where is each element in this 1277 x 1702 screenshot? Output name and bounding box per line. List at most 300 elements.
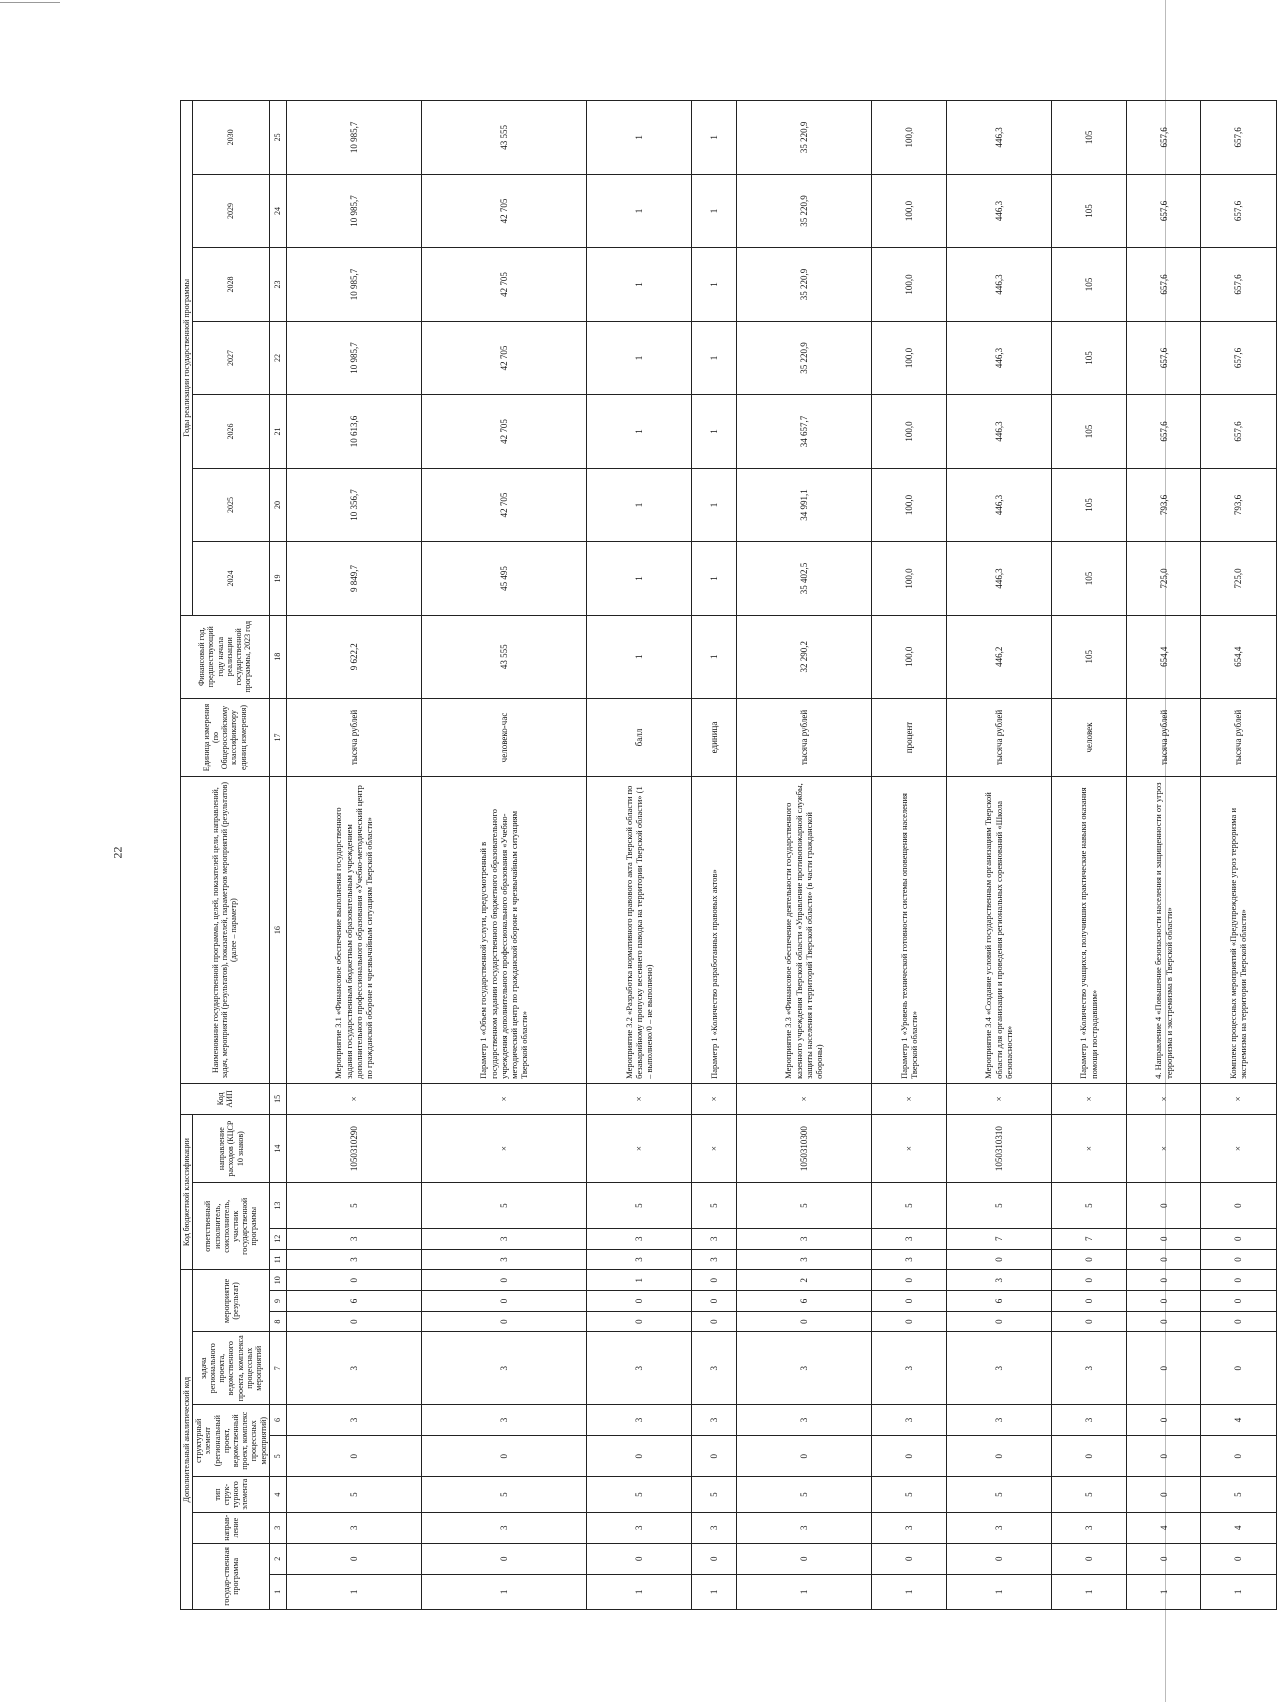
code-cell: 5	[946, 1183, 1051, 1229]
table-row	[286, 101, 421, 1610]
column-number: 5	[269, 1436, 286, 1477]
code-cell: 3	[586, 1228, 691, 1249]
code-cell: 1	[586, 1574, 691, 1609]
code-cell: 3	[871, 1249, 946, 1270]
code-cell: 5	[871, 1477, 946, 1512]
table-row	[586, 101, 691, 1610]
code-cell: 2	[736, 1270, 871, 1291]
code-cell: ×	[691, 1114, 736, 1182]
year-value-cell: 105	[1051, 321, 1126, 395]
table-row	[421, 101, 586, 1610]
year-value-cell: 657,6	[1126, 248, 1201, 322]
code-cell: 3	[871, 1332, 946, 1404]
code-cell: 5	[1201, 1477, 1276, 1512]
code-cell: 7	[1051, 1228, 1126, 1249]
year-value-cell: 657,6	[1126, 395, 1201, 469]
code-cell: 0	[421, 1291, 586, 1312]
code-cell: 1050310310	[946, 1114, 1051, 1182]
code-cell: 1	[586, 1270, 691, 1291]
code-cell: 0	[1126, 1332, 1201, 1404]
unit-cell: человек	[1051, 698, 1126, 777]
code-cell: 4	[1201, 1512, 1276, 1543]
code-cell: 1	[736, 1574, 871, 1609]
code-cell: 0	[871, 1311, 946, 1332]
year-value-cell: 657,6	[1201, 321, 1276, 395]
code-cell: 3	[286, 1404, 421, 1435]
year-value-cell: 105	[1051, 542, 1126, 616]
code-cell: 6	[946, 1291, 1051, 1312]
code-cell: 0	[1126, 1183, 1201, 1229]
header-executor: ответственный исполнитель, соисполнитель, участник государственной программы	[193, 1183, 270, 1270]
code-cell: 0	[1201, 1332, 1276, 1404]
code-cell: 0	[946, 1543, 1051, 1574]
column-number: 4	[269, 1477, 286, 1512]
year-value-cell: 42 705	[421, 321, 586, 395]
code-cell: 5	[1051, 1477, 1126, 1512]
code-cell: 0	[421, 1311, 586, 1332]
code-cell: 3	[286, 1249, 421, 1270]
column-number: 15	[269, 1083, 286, 1114]
rotated-table-wrapper	[180, 100, 1249, 1610]
column-number: 22	[269, 321, 286, 395]
column-number: 2	[269, 1543, 286, 1574]
item-name-cell: Комплекс процессных мероприятий «Предупреждение угроз терроризма и экстремизма на территории Тверской области»	[1201, 777, 1276, 1084]
header-aip: Код АИП	[181, 1083, 270, 1114]
column-number: 3	[269, 1512, 286, 1543]
year-value-cell: 105	[1051, 174, 1126, 248]
code-cell: 3	[871, 1512, 946, 1543]
code-cell: 4	[1126, 1512, 1201, 1543]
item-name-cell: Параметр 1 «Уровень технической готовности системы оповещения населения Тверской области»	[871, 777, 946, 1084]
code-cell: 0	[586, 1543, 691, 1574]
code-cell: 3	[736, 1512, 871, 1543]
year-value-cell: 657,6	[1126, 321, 1201, 395]
code-cell: 1050310300	[736, 1114, 871, 1182]
code-cell: 1	[1126, 1574, 1201, 1609]
year-value-cell: 1	[586, 101, 691, 175]
year-value-cell: 793,6	[1126, 468, 1201, 542]
code-cell: 5	[736, 1477, 871, 1512]
unit-cell: единица	[691, 698, 736, 777]
unit-cell: процент	[871, 698, 946, 777]
code-cell: ×	[1201, 1083, 1276, 1114]
code-cell: 3	[586, 1404, 691, 1435]
year-value-cell: 10 613,6	[286, 395, 421, 469]
code-cell: 0	[286, 1311, 421, 1332]
code-cell: 3	[946, 1512, 1051, 1543]
unit-cell: тысяча рублей	[1201, 698, 1276, 777]
table-row	[946, 101, 1051, 1610]
year-value-cell: 105	[1051, 248, 1126, 322]
year-value-cell: 446,3	[946, 101, 1051, 175]
unit-cell: тысяча рублей	[286, 698, 421, 777]
code-cell: 0	[691, 1436, 736, 1477]
code-cell: 0	[871, 1543, 946, 1574]
year-value-cell: 446,3	[946, 395, 1051, 469]
code-cell: ×	[1051, 1083, 1126, 1114]
unit-cell: тысяча рублей	[736, 698, 871, 777]
year-value-cell: 657,6	[1201, 395, 1276, 469]
code-cell: 0	[1126, 1477, 1201, 1512]
code-cell: ×	[1126, 1083, 1201, 1114]
code-cell: 0	[1201, 1291, 1276, 1312]
code-cell: 3	[946, 1270, 1051, 1291]
year-value-cell: 42 705	[421, 174, 586, 248]
table-row	[1051, 101, 1126, 1610]
value-2023-cell: 43 555	[421, 615, 586, 698]
code-cell: 5	[586, 1477, 691, 1512]
code-cell: 0	[691, 1543, 736, 1574]
program-table	[180, 100, 1277, 1610]
item-name-cell: Параметр 1 «Количество учащихся, получивших практические навыки оказания помощи пострадавшим»	[1051, 777, 1126, 1084]
code-cell: 0	[691, 1291, 736, 1312]
code-cell: 3	[871, 1228, 946, 1249]
item-name-cell: Параметр 1 «Объем государственной услуги, предусмотренный в государственном задании государственного бюджетного образовательного учреждения дополнительного профессионального образования «Учебно-методический центр по гражданской обороне и чрезвычайным ситуациям Тверской области»	[421, 777, 586, 1084]
code-cell: 5	[421, 1183, 586, 1229]
code-cell: 3	[946, 1332, 1051, 1404]
code-cell: 0	[1051, 1249, 1126, 1270]
year-value-cell: 446,3	[946, 174, 1051, 248]
page-number: 22	[110, 846, 125, 859]
column-number: 6	[269, 1404, 286, 1435]
value-2023-cell: 9 622,2	[286, 615, 421, 698]
code-cell: 5	[286, 1477, 421, 1512]
code-cell: 0	[1126, 1228, 1201, 1249]
code-cell: 1	[1201, 1574, 1276, 1609]
header-year-2024: 2024	[193, 542, 270, 616]
column-number: 12	[269, 1228, 286, 1249]
year-value-cell: 100,0	[871, 395, 946, 469]
year-value-cell: 1	[691, 468, 736, 542]
code-cell: 0	[286, 1436, 421, 1477]
code-cell: 0	[1051, 1270, 1126, 1291]
code-cell: 7	[946, 1228, 1051, 1249]
code-cell: 1	[286, 1574, 421, 1609]
year-value-cell: 657,6	[1126, 101, 1201, 175]
item-name-cell: Мероприятие 3.1 «Финансовое обеспечение выполнения государственного задания государственным бюджетным образовательным учреждением дополнительного профессионального образования «Учебно-методический центр по гражданской обороне и чрезвычайным ситуациям Тверской области»	[286, 777, 421, 1084]
year-value-cell: 35 220,9	[736, 174, 871, 248]
year-value-cell: 1	[691, 248, 736, 322]
value-2023-cell: 1	[691, 615, 736, 698]
column-number: 19	[269, 542, 286, 616]
code-cell: ×	[1126, 1114, 1201, 1182]
year-value-cell: 45 495	[421, 542, 586, 616]
year-value-cell: 42 705	[421, 248, 586, 322]
year-value-cell: 446,3	[946, 468, 1051, 542]
code-cell: 3	[691, 1512, 736, 1543]
year-value-cell: 657,6	[1201, 101, 1276, 175]
column-number: 13	[269, 1183, 286, 1229]
header-name: Наименование государственной программы, целей, показателей цели, направлений, задач, мероприятий (результатов), показателей, параметров мероприятий (результатов) (далее – параметр)	[181, 777, 270, 1084]
code-cell: 0	[1051, 1543, 1126, 1574]
code-cell: 3	[421, 1332, 586, 1404]
code-cell: 0	[586, 1436, 691, 1477]
year-value-cell: 35 220,9	[736, 248, 871, 322]
header-year-2027: 2027	[193, 321, 270, 395]
unit-cell: тысяча рублей	[946, 698, 1051, 777]
code-cell: ×	[736, 1083, 871, 1114]
code-cell: 3	[736, 1404, 871, 1435]
code-cell: 3	[586, 1249, 691, 1270]
code-cell: 0	[1201, 1249, 1276, 1270]
code-cell: 5	[1051, 1183, 1126, 1229]
year-value-cell: 9 849,7	[286, 542, 421, 616]
code-cell: 1050310290	[286, 1114, 421, 1182]
header-direction: направ-ление	[193, 1512, 270, 1543]
year-value-cell: 1	[586, 174, 691, 248]
column-number: 25	[269, 101, 286, 175]
column-number: 7	[269, 1332, 286, 1404]
code-cell: 5	[736, 1183, 871, 1229]
code-cell: 0	[421, 1436, 586, 1477]
code-cell: 1	[691, 1574, 736, 1609]
code-cell: 0	[1201, 1311, 1276, 1332]
code-cell: 3	[586, 1332, 691, 1404]
code-cell: 0	[1126, 1270, 1201, 1291]
code-cell: 0	[691, 1311, 736, 1332]
header-fin-year: Финансовый год, предшествующий году начала реализации государственной программы, 2023 год	[181, 615, 270, 698]
code-cell: 0	[691, 1270, 736, 1291]
year-value-cell: 100,0	[871, 542, 946, 616]
year-value-cell: 10 985,7	[286, 248, 421, 322]
code-cell: 3	[691, 1404, 736, 1435]
code-cell: 5	[421, 1477, 586, 1512]
code-cell: 1	[946, 1574, 1051, 1609]
unit-cell: балл	[586, 698, 691, 777]
column-number: 16	[269, 777, 286, 1084]
code-cell: ×	[871, 1114, 946, 1182]
header-expense-direction: направление расходов (КЦСР 10 знаков)	[193, 1114, 270, 1182]
code-cell: 0	[421, 1543, 586, 1574]
code-cell: 5	[871, 1183, 946, 1229]
year-value-cell: 657,6	[1126, 174, 1201, 248]
value-2023-cell: 105	[1051, 615, 1126, 698]
header-year-2025: 2025	[193, 468, 270, 542]
code-cell: 3	[736, 1249, 871, 1270]
year-value-cell: 35 402,5	[736, 542, 871, 616]
column-number: 9	[269, 1291, 286, 1312]
year-value-cell: 10 985,7	[286, 174, 421, 248]
table-row	[1201, 101, 1276, 1610]
code-cell: 1	[421, 1574, 586, 1609]
code-cell: ×	[421, 1083, 586, 1114]
code-cell: 0	[871, 1291, 946, 1312]
column-number: 10	[269, 1270, 286, 1291]
code-cell: ×	[286, 1083, 421, 1114]
code-cell: 1	[1051, 1574, 1126, 1609]
code-cell: 0	[946, 1436, 1051, 1477]
code-cell: ×	[1051, 1114, 1126, 1182]
table-row	[1126, 101, 1201, 1610]
code-cell: 0	[1201, 1270, 1276, 1291]
code-cell: 0	[1126, 1291, 1201, 1312]
year-value-cell: 1	[586, 468, 691, 542]
year-value-cell: 1	[691, 101, 736, 175]
year-value-cell: 793,6	[1201, 468, 1276, 542]
year-value-cell: 1	[586, 321, 691, 395]
unit-cell: тысяча рублей	[1126, 698, 1201, 777]
header-additional-code: Дополнительный аналитический код	[181, 1270, 193, 1610]
code-cell: 0	[736, 1311, 871, 1332]
year-value-cell: 35 220,9	[736, 321, 871, 395]
code-cell: 5	[691, 1477, 736, 1512]
year-value-cell: 10 356,7	[286, 468, 421, 542]
code-cell: 6	[286, 1291, 421, 1312]
value-2023-cell: 100,0	[871, 615, 946, 698]
code-cell: 0	[421, 1270, 586, 1291]
code-cell: 3	[1051, 1512, 1126, 1543]
year-value-cell: 10 985,7	[286, 321, 421, 395]
code-cell: 3	[736, 1332, 871, 1404]
code-cell: 0	[586, 1311, 691, 1332]
code-cell: 3	[691, 1249, 736, 1270]
column-number-row	[269, 101, 286, 1610]
item-name-cell: Мероприятие 3.3 «Финансовое обеспечение деятельности государственного казенного учреждения Тверской области «Управление противопожарной службы, защиты населения и территорий Тверской области» (в части гражданской обороны)	[736, 777, 871, 1084]
code-cell: 3	[1051, 1332, 1126, 1404]
code-cell: 5	[286, 1183, 421, 1229]
year-value-cell: 446,3	[946, 542, 1051, 616]
scan-artifact-line	[0, 2, 60, 3]
header-gp: государ-ственная программа	[193, 1543, 270, 1609]
code-cell: 3	[421, 1404, 586, 1435]
code-cell: 5	[946, 1477, 1051, 1512]
code-cell: 3	[691, 1332, 736, 1404]
code-cell: 0	[1201, 1436, 1276, 1477]
year-value-cell: 725,0	[1201, 542, 1276, 616]
code-cell: 0	[286, 1543, 421, 1574]
year-value-cell: 10 985,7	[286, 101, 421, 175]
year-value-cell: 657,6	[1201, 174, 1276, 248]
column-number: 24	[269, 174, 286, 248]
column-number: 23	[269, 248, 286, 322]
column-number: 20	[269, 468, 286, 542]
code-cell: 0	[1051, 1311, 1126, 1332]
code-cell: 0	[736, 1436, 871, 1477]
header-year-2030: 2030	[193, 101, 270, 175]
year-value-cell: 100,0	[871, 248, 946, 322]
code-cell: 0	[1051, 1291, 1126, 1312]
item-name-cell: Мероприятие 3.2 «Разработка нормативного правового акта Тверской области по безаварийному пропуску весеннего паводка на территории Тверской области» (1 – выполнено/0 – не выполнено)	[586, 777, 691, 1084]
year-value-cell: 446,3	[946, 248, 1051, 322]
code-cell: 0	[736, 1543, 871, 1574]
year-value-cell: 1	[691, 321, 736, 395]
code-cell: 5	[691, 1183, 736, 1229]
code-cell: 0	[946, 1311, 1051, 1332]
year-value-cell: 105	[1051, 101, 1126, 175]
year-value-cell: 725,0	[1126, 542, 1201, 616]
code-cell: 0	[1201, 1183, 1276, 1229]
year-value-cell: 657,6	[1201, 248, 1276, 322]
header-struct-element: структурный элемент (региональный проект, ведомственный проект, комплекс процессных мероприятий)	[193, 1404, 270, 1476]
column-number: 21	[269, 395, 286, 469]
code-cell: 3	[286, 1228, 421, 1249]
value-2023-cell: 654,4	[1201, 615, 1276, 698]
column-number: 11	[269, 1249, 286, 1270]
code-cell: 1	[871, 1574, 946, 1609]
column-number: 14	[269, 1114, 286, 1182]
code-cell: 0	[1051, 1436, 1126, 1477]
code-cell: 3	[691, 1228, 736, 1249]
code-cell: 0	[1126, 1436, 1201, 1477]
year-value-cell: 1	[691, 174, 736, 248]
year-value-cell: 42 705	[421, 468, 586, 542]
code-cell: 0	[1126, 1404, 1201, 1435]
code-cell: 3	[286, 1512, 421, 1543]
code-cell: 0	[1126, 1311, 1201, 1332]
item-name-cell: 4. Направление 4 «Повышение безопасности населения и защищенности от угроз терроризма и экстремизма в Тверской области»	[1126, 777, 1201, 1084]
header-struct-type: тип струк-турного элемента	[193, 1477, 270, 1512]
code-cell: 0	[286, 1270, 421, 1291]
table-row	[871, 101, 946, 1610]
year-value-cell: 43 555	[421, 101, 586, 175]
code-cell: 0	[1126, 1249, 1201, 1270]
code-cell: 6	[736, 1291, 871, 1312]
code-cell: ×	[946, 1083, 1051, 1114]
column-number: 17	[269, 698, 286, 777]
value-2023-cell: 446,2	[946, 615, 1051, 698]
header-task: задача регионального проекта, ведомственного проекта, комплекса процессных мероприятий	[193, 1332, 270, 1404]
table-row	[691, 101, 736, 1610]
item-name-cell: Параметр 1 «Количество разработанных правовых актов»	[691, 777, 736, 1084]
year-value-cell: 100,0	[871, 101, 946, 175]
code-cell: 0	[586, 1291, 691, 1312]
year-value-cell: 100,0	[871, 468, 946, 542]
column-number: 1	[269, 1574, 286, 1609]
code-cell: 0	[1201, 1543, 1276, 1574]
code-cell: ×	[586, 1083, 691, 1114]
value-2023-cell: 1	[586, 615, 691, 698]
code-cell: ×	[691, 1083, 736, 1114]
year-value-cell: 42 705	[421, 395, 586, 469]
year-value-cell: 34 657,7	[736, 395, 871, 469]
year-value-cell: 446,3	[946, 321, 1051, 395]
year-value-cell: 1	[691, 395, 736, 469]
year-value-cell: 1	[586, 395, 691, 469]
header-year-2026: 2026	[193, 395, 270, 469]
code-cell: ×	[871, 1083, 946, 1114]
table-row	[736, 101, 871, 1610]
header-year-2029: 2029	[193, 174, 270, 248]
header-budget-code: Код бюджетной классификации	[181, 1114, 193, 1269]
year-value-cell: 34 991,1	[736, 468, 871, 542]
code-cell: 3	[1051, 1404, 1126, 1435]
year-value-cell: 105	[1051, 468, 1126, 542]
year-value-cell: 100,0	[871, 321, 946, 395]
year-value-cell: 1	[691, 542, 736, 616]
code-cell: 3	[736, 1228, 871, 1249]
code-cell: 3	[586, 1512, 691, 1543]
code-cell: 4	[1201, 1404, 1276, 1435]
year-value-cell: 100,0	[871, 174, 946, 248]
value-2023-cell: 654,4	[1126, 615, 1201, 698]
header-years-title: Годы реализации государственной программы	[181, 101, 193, 616]
code-cell: 0	[946, 1249, 1051, 1270]
code-cell: 3	[286, 1332, 421, 1404]
code-cell: 0	[1126, 1543, 1201, 1574]
header-unit: Единица измерения (по Общероссийскому классификатору единиц измерения)	[181, 698, 270, 777]
unit-cell: человеко-час	[421, 698, 586, 777]
header-year-2028: 2028	[193, 248, 270, 322]
code-cell: 3	[871, 1404, 946, 1435]
code-cell: ×	[421, 1114, 586, 1182]
year-value-cell: 35 220,9	[736, 101, 871, 175]
code-cell: 0	[871, 1270, 946, 1291]
year-value-cell: 1	[586, 248, 691, 322]
code-cell: 5	[586, 1183, 691, 1229]
header-event: мероприятие (результат)	[193, 1270, 270, 1332]
code-cell: 0	[1201, 1228, 1276, 1249]
code-cell: ×	[1201, 1114, 1276, 1182]
